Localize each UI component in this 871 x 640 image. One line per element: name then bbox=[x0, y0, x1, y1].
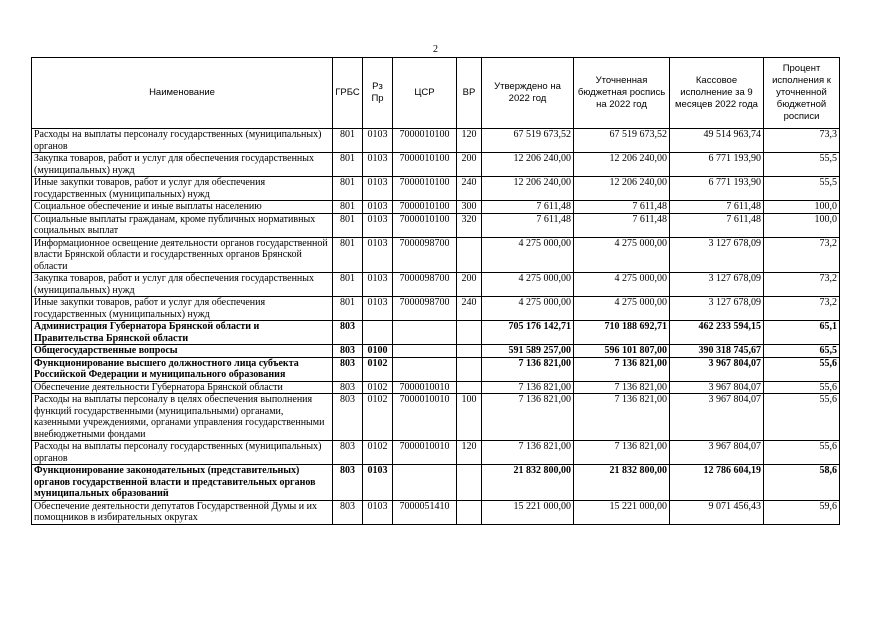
table-body bbox=[32, 129, 840, 525]
cell-grbs: 801 bbox=[333, 237, 363, 273]
cell-cash: 3 967 804,07 bbox=[670, 381, 764, 394]
table-row bbox=[32, 177, 840, 201]
cell-refined: 67 519 673,52 bbox=[574, 129, 670, 153]
cell-refined: 7 136 821,00 bbox=[574, 381, 670, 394]
cell-percent: 100,0 bbox=[764, 201, 840, 214]
cell-rzpr: 0102 bbox=[363, 441, 393, 465]
cell-percent: 55,6 bbox=[764, 357, 840, 381]
table-row bbox=[32, 153, 840, 177]
cell-approved: 591 589 257,00 bbox=[482, 345, 574, 358]
table-row bbox=[32, 345, 840, 358]
cell-vr: 240 bbox=[457, 297, 482, 321]
cell-name: Социальные выплаты гражданам, кроме публичных нормативных социальных выплат bbox=[32, 213, 333, 237]
table-row bbox=[32, 129, 840, 153]
cell-vr: 240 bbox=[457, 177, 482, 201]
cell-refined: 7 611,48 bbox=[574, 213, 670, 237]
cell-csr: 7000010100 bbox=[393, 213, 457, 237]
cell-grbs: 801 bbox=[333, 129, 363, 153]
cell-approved: 7 611,48 bbox=[482, 201, 574, 214]
cell-rzpr: 0103 bbox=[363, 500, 393, 524]
header-csr: ЦСР bbox=[393, 58, 457, 129]
cell-vr bbox=[457, 465, 482, 501]
table-row bbox=[32, 273, 840, 297]
cell-cash: 3 967 804,07 bbox=[670, 441, 764, 465]
cell-percent: 65,5 bbox=[764, 345, 840, 358]
cell-approved: 67 519 673,52 bbox=[482, 129, 574, 153]
cell-refined: 4 275 000,00 bbox=[574, 237, 670, 273]
cell-vr: 320 bbox=[457, 213, 482, 237]
cell-vr bbox=[457, 345, 482, 358]
cell-cash: 3 127 678,09 bbox=[670, 273, 764, 297]
cell-refined: 7 611,48 bbox=[574, 201, 670, 214]
cell-cash: 3 127 678,09 bbox=[670, 237, 764, 273]
cell-rzpr: 0102 bbox=[363, 381, 393, 394]
cell-rzpr: 0103 bbox=[363, 465, 393, 501]
header-rzpr: Рз Пр bbox=[363, 58, 393, 129]
cell-refined: 7 136 821,00 bbox=[574, 394, 670, 441]
cell-refined: 7 136 821,00 bbox=[574, 357, 670, 381]
cell-grbs: 803 bbox=[333, 381, 363, 394]
cell-grbs: 801 bbox=[333, 177, 363, 201]
cell-csr: 7000098700 bbox=[393, 273, 457, 297]
cell-percent: 73,2 bbox=[764, 237, 840, 273]
cell-approved: 7 136 821,00 bbox=[482, 357, 574, 381]
cell-name: Расходы на выплаты персоналу государственных (муниципальных) органов bbox=[32, 129, 333, 153]
cell-grbs: 803 bbox=[333, 394, 363, 441]
cell-refined: 15 221 000,00 bbox=[574, 500, 670, 524]
cell-grbs: 803 bbox=[333, 321, 363, 345]
cell-name: Функционирование высшего должностного лица субъекта Российской Федерации и муниципального образования bbox=[32, 357, 333, 381]
cell-csr: 7000010100 bbox=[393, 129, 457, 153]
cell-grbs: 803 bbox=[333, 441, 363, 465]
table-row bbox=[32, 357, 840, 381]
cell-csr: 7000010010 bbox=[393, 381, 457, 394]
cell-vr bbox=[457, 381, 482, 394]
cell-name: Общегосударственные вопросы bbox=[32, 345, 333, 358]
cell-vr: 300 bbox=[457, 201, 482, 214]
table-row bbox=[32, 500, 840, 524]
cell-csr bbox=[393, 345, 457, 358]
cell-vr: 200 bbox=[457, 153, 482, 177]
cell-name: Администрация Губернатора Брянской области и Правительства Брянской области bbox=[32, 321, 333, 345]
header-cash: Кассовое исполнение за 9 месяцев 2022 года bbox=[670, 58, 764, 129]
cell-grbs: 803 bbox=[333, 500, 363, 524]
cell-approved: 7 136 821,00 bbox=[482, 394, 574, 441]
cell-approved: 21 832 800,00 bbox=[482, 465, 574, 501]
cell-rzpr: 0103 bbox=[363, 129, 393, 153]
table-row bbox=[32, 201, 840, 214]
cell-refined: 710 188 692,71 bbox=[574, 321, 670, 345]
cell-percent: 55,5 bbox=[764, 177, 840, 201]
cell-percent: 59,6 bbox=[764, 500, 840, 524]
cell-grbs: 801 bbox=[333, 273, 363, 297]
cell-refined: 596 101 807,00 bbox=[574, 345, 670, 358]
cell-vr bbox=[457, 237, 482, 273]
cell-approved: 705 176 142,71 bbox=[482, 321, 574, 345]
cell-approved: 4 275 000,00 bbox=[482, 273, 574, 297]
cell-rzpr: 0100 bbox=[363, 345, 393, 358]
cell-csr: 7000098700 bbox=[393, 237, 457, 273]
cell-rzpr: 0103 bbox=[363, 273, 393, 297]
cell-percent: 73,3 bbox=[764, 129, 840, 153]
cell-name: Расходы на выплаты персоналу в целях обеспечения выполнения функций государственными (муниципальными) органами, казенными учреждениями, органами управления государственными внебюджетными фондами bbox=[32, 394, 333, 441]
cell-cash: 7 611,48 bbox=[670, 213, 764, 237]
cell-approved: 4 275 000,00 bbox=[482, 237, 574, 273]
cell-refined: 21 832 800,00 bbox=[574, 465, 670, 501]
cell-cash: 3 127 678,09 bbox=[670, 297, 764, 321]
cell-vr: 200 bbox=[457, 273, 482, 297]
table-row bbox=[32, 297, 840, 321]
cell-approved: 12 206 240,00 bbox=[482, 153, 574, 177]
header-vr: ВР bbox=[457, 58, 482, 129]
cell-refined: 4 275 000,00 bbox=[574, 273, 670, 297]
cell-name: Функционирование законодательных (представительных) органов государственной власти и представительных органов муниципальных образований bbox=[32, 465, 333, 501]
cell-vr: 120 bbox=[457, 441, 482, 465]
cell-cash: 6 771 193,90 bbox=[670, 177, 764, 201]
cell-rzpr: 0103 bbox=[363, 201, 393, 214]
cell-cash: 390 318 745,67 bbox=[670, 345, 764, 358]
cell-refined: 12 206 240,00 bbox=[574, 177, 670, 201]
cell-vr: 100 bbox=[457, 394, 482, 441]
cell-vr bbox=[457, 357, 482, 381]
cell-name: Закупка товаров, работ и услуг для обеспечения государственных (муниципальных) нужд bbox=[32, 273, 333, 297]
cell-csr bbox=[393, 357, 457, 381]
cell-csr: 7000010100 bbox=[393, 177, 457, 201]
cell-approved: 7 136 821,00 bbox=[482, 441, 574, 465]
cell-name: Социальное обеспечение и иные выплаты населению bbox=[32, 201, 333, 214]
cell-cash: 7 611,48 bbox=[670, 201, 764, 214]
cell-grbs: 801 bbox=[333, 153, 363, 177]
cell-csr bbox=[393, 465, 457, 501]
cell-cash: 462 233 594,15 bbox=[670, 321, 764, 345]
cell-percent: 65,1 bbox=[764, 321, 840, 345]
cell-approved: 7 611,48 bbox=[482, 213, 574, 237]
cell-grbs: 803 bbox=[333, 357, 363, 381]
header-name: Наименование bbox=[32, 58, 333, 129]
cell-rzpr: 0103 bbox=[363, 297, 393, 321]
cell-cash: 3 967 804,07 bbox=[670, 357, 764, 381]
cell-percent: 73,2 bbox=[764, 297, 840, 321]
cell-csr: 7000098700 bbox=[393, 297, 457, 321]
header-approved: Утверждено на 2022 год bbox=[482, 58, 574, 129]
table-row bbox=[32, 465, 840, 501]
cell-name: Иные закупки товаров, работ и услуг для обеспечения государственных (муниципальных) нужд bbox=[32, 297, 333, 321]
page-number: 2 bbox=[433, 44, 438, 55]
cell-vr bbox=[457, 500, 482, 524]
cell-percent: 55,6 bbox=[764, 394, 840, 441]
cell-percent: 55,5 bbox=[764, 153, 840, 177]
cell-cash: 6 771 193,90 bbox=[670, 153, 764, 177]
cell-percent: 55,6 bbox=[764, 441, 840, 465]
cell-grbs: 803 bbox=[333, 465, 363, 501]
table-row bbox=[32, 381, 840, 394]
cell-cash: 9 071 456,43 bbox=[670, 500, 764, 524]
cell-approved: 4 275 000,00 bbox=[482, 297, 574, 321]
cell-name: Обеспечение деятельности Губернатора Брянской области bbox=[32, 381, 333, 394]
cell-rzpr: 0103 bbox=[363, 237, 393, 273]
cell-refined: 4 275 000,00 bbox=[574, 297, 670, 321]
cell-vr bbox=[457, 321, 482, 345]
table-row bbox=[32, 237, 840, 273]
cell-grbs: 801 bbox=[333, 201, 363, 214]
cell-csr: 7000010100 bbox=[393, 153, 457, 177]
header-percent: Процент исполнения к уточненной бюджетной росписи bbox=[764, 58, 840, 129]
cell-name: Расходы на выплаты персоналу государственных (муниципальных) органов bbox=[32, 441, 333, 465]
cell-name: Иные закупки товаров, работ и услуг для обеспечения государственных (муниципальных) нужд bbox=[32, 177, 333, 201]
cell-approved: 12 206 240,00 bbox=[482, 177, 574, 201]
cell-rzpr: 0103 bbox=[363, 153, 393, 177]
header-grbs: ГРБС bbox=[333, 58, 363, 129]
cell-csr: 7000051410 bbox=[393, 500, 457, 524]
cell-name: Закупка товаров, работ и услуг для обеспечения государственных (муниципальных) нужд bbox=[32, 153, 333, 177]
cell-name: Обеспечение деятельности депутатов Государственной Думы и их помощников в избирательных округах bbox=[32, 500, 333, 524]
cell-vr: 120 bbox=[457, 129, 482, 153]
cell-grbs: 801 bbox=[333, 297, 363, 321]
cell-percent: 55,6 bbox=[764, 381, 840, 394]
cell-rzpr: 0103 bbox=[363, 177, 393, 201]
table-row bbox=[32, 321, 840, 345]
cell-refined: 7 136 821,00 bbox=[574, 441, 670, 465]
cell-approved: 15 221 000,00 bbox=[482, 500, 574, 524]
cell-approved: 7 136 821,00 bbox=[482, 381, 574, 394]
cell-grbs: 801 bbox=[333, 213, 363, 237]
cell-csr: 7000010010 bbox=[393, 394, 457, 441]
cell-rzpr: 0103 bbox=[363, 213, 393, 237]
cell-cash: 3 967 804,07 bbox=[670, 394, 764, 441]
cell-percent: 100,0 bbox=[764, 213, 840, 237]
cell-rzpr bbox=[363, 321, 393, 345]
cell-refined: 12 206 240,00 bbox=[574, 153, 670, 177]
cell-name: Информационное освещение деятельности органов государственной власти Брянской области и государственных органов Брянской области bbox=[32, 237, 333, 273]
cell-rzpr: 0102 bbox=[363, 357, 393, 381]
cell-cash: 12 786 604,19 bbox=[670, 465, 764, 501]
cell-percent: 58,6 bbox=[764, 465, 840, 501]
cell-percent: 73,2 bbox=[764, 273, 840, 297]
cell-cash: 49 514 963,74 bbox=[670, 129, 764, 153]
cell-csr bbox=[393, 321, 457, 345]
header-refined: Уточненная бюджетная роспись на 2022 год bbox=[574, 58, 670, 129]
cell-csr: 7000010010 bbox=[393, 441, 457, 465]
table-row bbox=[32, 213, 840, 237]
table-row bbox=[32, 394, 840, 441]
table-row bbox=[32, 441, 840, 465]
budget-execution-table bbox=[31, 57, 840, 525]
header-row bbox=[32, 58, 840, 129]
cell-csr: 7000010100 bbox=[393, 201, 457, 214]
cell-grbs: 803 bbox=[333, 345, 363, 358]
cell-rzpr: 0102 bbox=[363, 394, 393, 441]
